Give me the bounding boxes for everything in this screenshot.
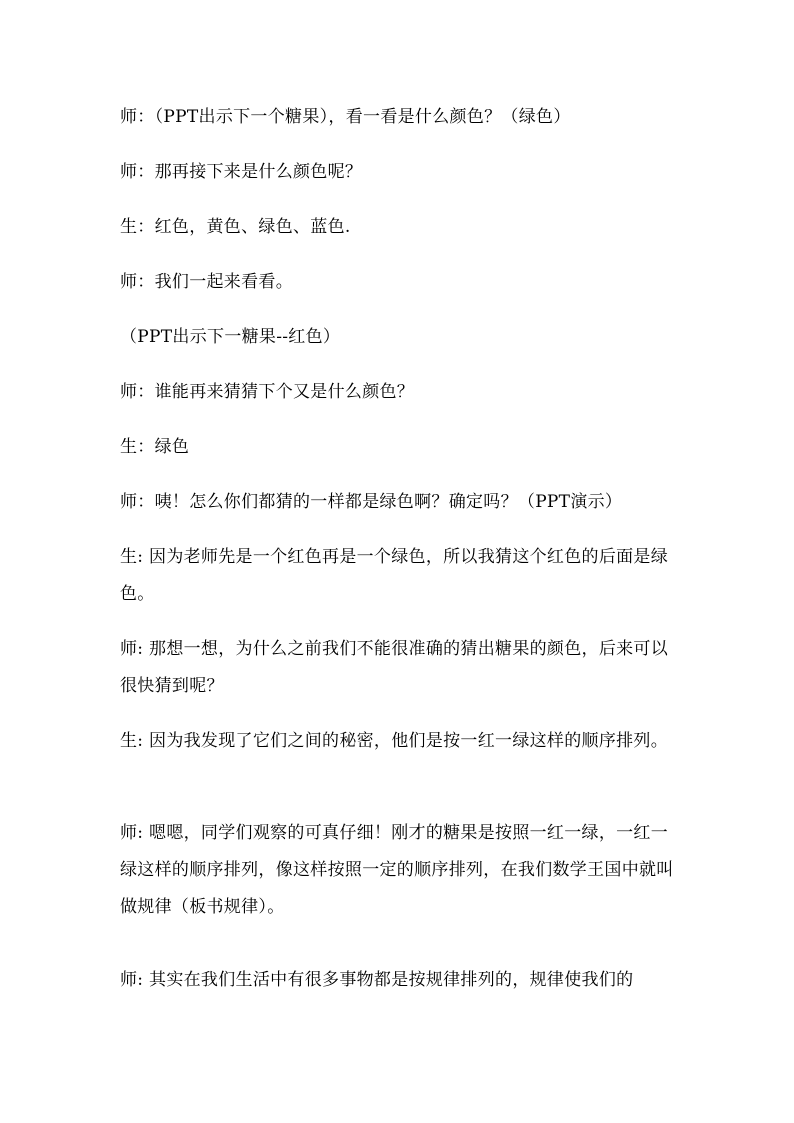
paragraph-11: 生: 因为我发现了它们之间的秘密，他们是按一红一绿这样的顺序排列。	[120, 731, 669, 751]
paragraph-6: 师：谁能再来猜猜下个又是什么颜色？	[120, 382, 415, 402]
paragraph-4: 师：我们一起来看看。	[120, 272, 293, 292]
paragraph-5: （PPT出示下一糖果--红色）	[120, 327, 341, 347]
paragraph-3: 生：红色，黄色、绿色、蓝色.	[120, 217, 351, 237]
paragraph-13: 师: 其实在我们生活中有很多事物都是按规律排列的，规律使我们的	[120, 970, 634, 990]
paragraph-1: 师：（PPT出示下一个糖果），看一看是什么颜色？（绿色）	[120, 107, 571, 127]
paragraph-12: 师: 嗯嗯，同学们观察的可真仔细！刚才的糖果是按照一红一绿，一红一绿这样的顺序排列，像这样按照一定的顺序排列，在我们数学王国中就叫做规律（板书规律）。	[120, 823, 674, 917]
paragraph-8: 师：咦！怎么你们都猜的一样都是绿色啊？确定吗？（PPT演示）	[120, 492, 623, 512]
paragraph-10: 师: 那想一想，为什么之前我们不能很准确的猜出糖果的颜色，后来可以很快猜到呢？	[120, 639, 669, 696]
paragraph-2: 师：那再接下来是什么颜色呢？	[120, 162, 363, 182]
paragraph-7: 生：绿色	[120, 437, 190, 457]
paragraph-9: 生: 因为老师先是一个红色再是一个绿色，所以我猜这个红色的后面是绿色。	[120, 547, 669, 604]
